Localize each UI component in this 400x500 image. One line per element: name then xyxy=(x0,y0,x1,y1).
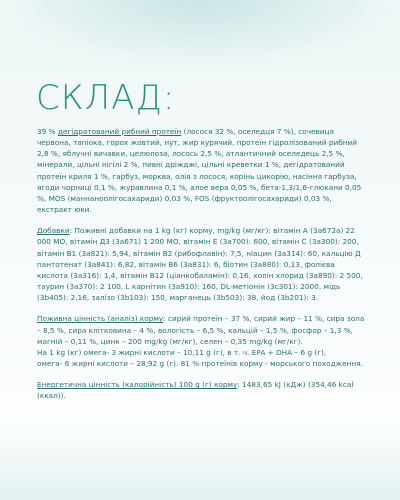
additives-paragraph xyxy=(37,225,367,303)
nutrition-line-3: омега- 6 жирні кислоти – 28,92 g (г). 81 % протеїнів корму - морського походження. xyxy=(37,358,363,368)
ingredients-paragraph xyxy=(37,126,367,215)
nutrition-paragraph xyxy=(37,313,367,369)
additives-body: : Поживні добавки на 1 kg (кг) корму, mg/kg (мг/кг): вітамін А (3а672а) 22 000 МО, вітамін Д3 (3а671) 1 200 МО, вітамін Е (3а700): 600, вітамін С (3а300): 200, вітамін В1 (3а821): 5,94, вітамін В2 (рибофлавін): 7,5, ніацин (3а314): 60, кальцію Д пантотенат (3а841): 6,82, вітамін В6 (3а831): 6, біотин (3а880): 0,13, фолієва кислота (3а316): 1,4, вітамін В12 (ціанкобаламін): 0,16, холін хлорид (3а890): 2 500, таурин (3а370): 2 100, L карнітин (3а910): 160, DL-метіонін (3с301): 2000, мідь (3b405): 2,16, залізо (3b103): 150, марганець (3b503): 38, йод (3b201): 3. xyxy=(37,226,363,303)
nutrition-label: Поживна цінність (аналіз) корму xyxy=(37,314,164,324)
nutrition-line-2: На 1 kg (кг) омега- 3 жирні кислоти – 10,11 g (г), в т. ч. EPA + DHA – 6 g (г), xyxy=(37,347,327,357)
bottom-wave-decoration xyxy=(0,420,400,500)
ingredients-lead-underlined: дегідратований рибний протеїн xyxy=(57,127,182,136)
top-wave-decoration xyxy=(0,0,400,70)
additives-label: Добавки xyxy=(37,226,70,236)
composition-text xyxy=(37,126,367,411)
energy-body: : 1483,65 kJ (кДж) (354,46 kcal (ккал)). xyxy=(37,380,354,401)
energy-label: Енергетична цінність (калорійність) 100 g (г) корму xyxy=(37,380,238,390)
nutrition-body: : сирий протеїн – 37 %, сирий жир – 11 %, сира зола – 8,5 %, сира клітковина – 4 %, вологість – 6,5 %, кальцій – 1,5 %, фосфор – 1,3 %, магній – 0,11 %, цинк – 200 mg/kg (мг/кг), селен – 0,35 mg/kg (мг/кг). xyxy=(37,314,365,346)
energy-paragraph xyxy=(37,379,367,401)
page-title: СКЛАД: xyxy=(36,78,176,118)
ingredients-lead: 39 % xyxy=(37,127,58,136)
ingredients-body: (лосося 32 %, оселедця 7 %), сочевиця червона, тапіока, горох жовтий, нут, жир курячий, протеїн гідролізований рибний 2,8 %, яблучні вичавки, целюлоза, лосось 2,5 %, атлантичний оселедець 2,5 %, мінерали, цільні нігілі 2 %, пивні дріжджі, цільні креветки 1 %, дегідратований протеїн криля 1 %, гарбуз, морква, олія з лосося, корінь цикорію, насіння гарбуза, ягоди чорниці 0,1 %, журавлина 0,1 %, алое вера 0,05 %, бета-1,3/1,6-глюкани 0,05 %, MOS (маннаноолігосахариди) 0,03 %, FOS (фруктоолігосахариди) 0,03 %, екстракт юки. xyxy=(37,127,362,215)
